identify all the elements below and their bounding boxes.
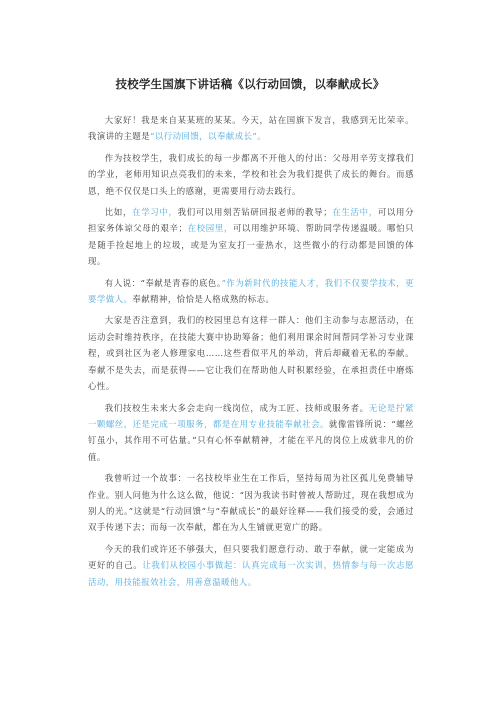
paragraph (88, 150, 414, 199)
paragraph-text: 可以用分担家务体谅父母的艰辛； (88, 207, 415, 234)
paragraph-text: 大家好！我是来自某某班的某某。今天，站在国旗下发言，我感到无比荣幸。我演讲的主题是 (88, 115, 414, 142)
paragraph-text: 比如， (104, 207, 133, 218)
paragraph (88, 275, 414, 308)
highlighted-text: 在校园里， (187, 223, 233, 234)
paragraph (88, 204, 414, 270)
paragraph-text: 今天的我们或许还不够强大，但只要我们愿意行动、敢于奉献，就一定能成为更好的自己。 (88, 543, 414, 571)
paragraph (88, 400, 414, 466)
document-title: 技校学生国旗下讲话稿《以行动回馈，以奉献成长》 (115, 77, 385, 91)
paragraph-text: 有人说：“奉献是青春的底色。 (104, 277, 222, 288)
paragraph (88, 470, 414, 536)
highlighted-text: 在学习中， (132, 207, 178, 218)
paragraph-text: 我们可以用刻苦钻研回报老师的教导； (177, 207, 333, 218)
paragraph (88, 112, 414, 145)
paragraph-text: 我们技校生未来大多会走向一线岗位，成为工匠、技师或服务者。 (104, 402, 369, 413)
paragraph-text: 可以用维护环境、帮助同学传递温暖。哪怕只是随手捡起地上的垃圾，或是为室友打一壶热水，这些微小的行动都是回馈的体现。 (88, 223, 415, 267)
document-body (88, 112, 414, 595)
paragraph-text: 奉献精神，恰恰是人格成熟的标志。 (132, 294, 275, 305)
paragraph (88, 312, 414, 394)
paragraph-text: 大家是否注意到，我们的校园里总有这样一群人：他们主动参与志愿活动，在运动会时维持秩序，在技能大赛中协助筹备；他们利用课余时间帮同学补习专业课程，或到社区为老人修理家电……这些看似平凡的举动，背后却藏着无私的奉献。奉献不是失去，而是获得——它让我们在帮助他人时积累经验，在承担责任中磨炼心性。 (88, 315, 414, 392)
paragraph-text: 作为技校学生，我们成长的每一步都离不开他人的付出：父母用辛劳支撑我们的学业，老师用知识点亮我们的未来，学校和社会为我们提供了成长的舞台。而感恩，绝不仅仅是口头上的感谢，更需要用行动去践行。 (88, 152, 414, 196)
paragraph-text: 就像雷锋所说：“螺丝钉虽小，其作用不可估量。”只有心怀奉献精神，才能在平凡的岗位上成就非凡的价值。 (88, 418, 415, 462)
highlighted-text: 让我们从校园小事做起：认真完成每一次实训，热情参与每一次志愿活动，用技能报效社会，用善意温暖他人。 (88, 560, 415, 587)
highlighted-text: ”作为新时代的技能人才，我们不仅要学技术，更要学做人。 (88, 277, 414, 305)
highlighted-text: 无论是拧紧一颗螺丝，还是完成一项服务，都是在用专业技能奉献社会。 (88, 402, 415, 429)
paragraph-text: 我曾听过一个故事：一名技校毕业生在工作后，坚持每周为社区孤儿免费辅导作业。别人问他为什么这么做，他说：“因为我读书时曾被人帮助过，现在我想成为别人的光。”这就是“行动回馈”与“奉献成长”的最好诠释——我们接受的爱，会通过双手传递下去；而每一次奉献，都在为人生铺就更宽广的路。 (88, 473, 414, 533)
paragraph (88, 541, 414, 590)
highlighted-text: 在生活中， (332, 207, 378, 218)
highlighted-text: “以行动回馈，以奉献成长”。 (150, 131, 267, 142)
